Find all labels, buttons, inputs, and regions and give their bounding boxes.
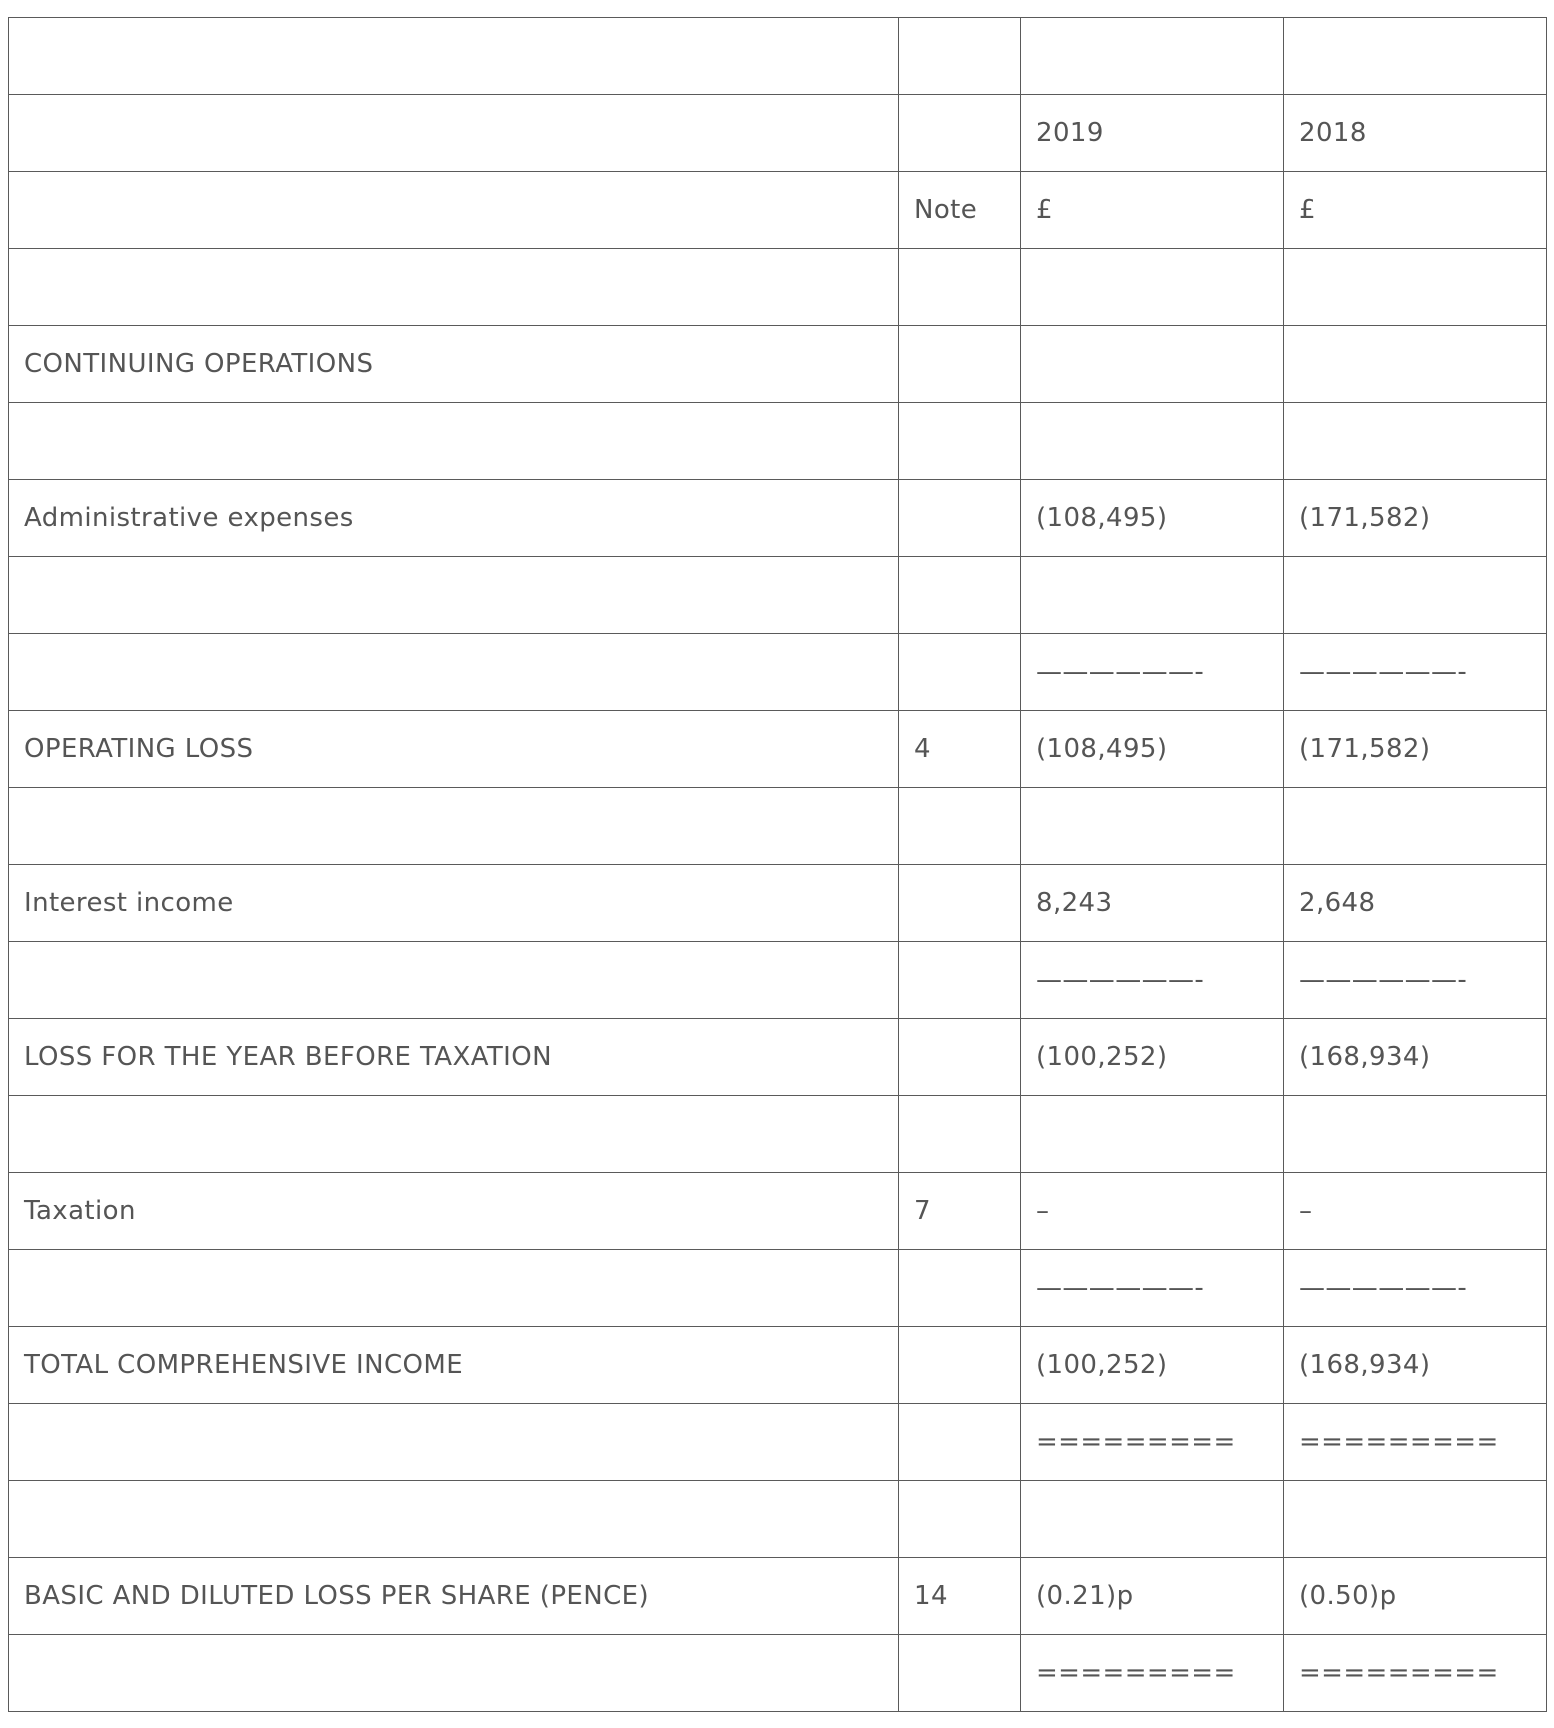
- income-statement-body: [9, 18, 1547, 1712]
- note-cell: [899, 1404, 1021, 1481]
- table-row: [9, 172, 1547, 249]
- row-label-cell: Taxation: [9, 1173, 899, 1250]
- value-2018-cell: [1284, 326, 1547, 403]
- row-label-cell: [9, 557, 899, 634]
- value-2018-cell: (168,934): [1284, 1019, 1547, 1096]
- value-2018-cell: =========: [1284, 1404, 1547, 1481]
- value-2019-cell: (108,495): [1021, 480, 1284, 557]
- value-2018-cell: ——————-: [1284, 634, 1547, 711]
- value-2019-cell: [1021, 1096, 1284, 1173]
- value-2018-cell: [1284, 788, 1547, 865]
- value-2018-cell: (0.50)p: [1284, 1558, 1547, 1635]
- value-2018-cell: ——————-: [1284, 1250, 1547, 1327]
- note-cell: [899, 788, 1021, 865]
- value-2018-cell: –: [1284, 1173, 1547, 1250]
- value-2018-cell: £: [1284, 172, 1547, 249]
- value-2019-cell: [1021, 249, 1284, 326]
- income-statement-table: [8, 17, 1547, 1712]
- row-label-cell: [9, 1481, 899, 1558]
- note-cell: [899, 557, 1021, 634]
- value-2018-cell: [1284, 1096, 1547, 1173]
- value-2018-cell: (171,582): [1284, 711, 1547, 788]
- table-row: [9, 1173, 1547, 1250]
- table-row: [9, 1019, 1547, 1096]
- row-label-cell: Interest income: [9, 865, 899, 942]
- note-cell: [899, 1481, 1021, 1558]
- value-2018-cell: [1284, 18, 1547, 95]
- value-2018-cell: ——————-: [1284, 942, 1547, 1019]
- note-cell: [899, 1019, 1021, 1096]
- row-label-cell: [9, 249, 899, 326]
- note-cell: [899, 480, 1021, 557]
- table-row: [9, 942, 1547, 1019]
- table-row: [9, 480, 1547, 557]
- table-row: [9, 634, 1547, 711]
- row-label-cell: [9, 95, 899, 172]
- row-label-cell: Administrative expenses: [9, 480, 899, 557]
- value-2019-cell: (108,495): [1021, 711, 1284, 788]
- table-row: [9, 865, 1547, 942]
- note-cell: 4: [899, 711, 1021, 788]
- note-cell: [899, 942, 1021, 1019]
- table-row: [9, 1327, 1547, 1404]
- value-2018-cell: (168,934): [1284, 1327, 1547, 1404]
- row-label-cell: BASIC AND DILUTED LOSS PER SHARE (PENCE): [9, 1558, 899, 1635]
- value-2019-cell: 8,243: [1021, 865, 1284, 942]
- value-2019-cell: [1021, 326, 1284, 403]
- table-row: [9, 403, 1547, 480]
- table-row: [9, 1481, 1547, 1558]
- value-2018-cell: [1284, 403, 1547, 480]
- table-row: [9, 1558, 1547, 1635]
- table-row: [9, 557, 1547, 634]
- note-cell: [899, 249, 1021, 326]
- row-label-cell: [9, 1635, 899, 1712]
- row-label-cell: [9, 1250, 899, 1327]
- value-2019-cell: (100,252): [1021, 1327, 1284, 1404]
- note-cell: 14: [899, 1558, 1021, 1635]
- note-cell: [899, 865, 1021, 942]
- row-label-cell: LOSS FOR THE YEAR BEFORE TAXATION: [9, 1019, 899, 1096]
- value-2018-cell: [1284, 249, 1547, 326]
- value-2019-cell: £: [1021, 172, 1284, 249]
- value-2019-cell: ——————-: [1021, 942, 1284, 1019]
- table-row: [9, 1635, 1547, 1712]
- value-2019-cell: ——————-: [1021, 634, 1284, 711]
- value-2019-cell: [1021, 1481, 1284, 1558]
- note-cell: 7: [899, 1173, 1021, 1250]
- value-2019-cell: =========: [1021, 1404, 1284, 1481]
- row-label-cell: [9, 634, 899, 711]
- value-2018-cell: (171,582): [1284, 480, 1547, 557]
- value-2019-cell: 2019: [1021, 95, 1284, 172]
- value-2019-cell: [1021, 788, 1284, 865]
- note-cell: [899, 18, 1021, 95]
- value-2018-cell: 2018: [1284, 95, 1547, 172]
- row-label-cell: [9, 1404, 899, 1481]
- note-cell: [899, 1096, 1021, 1173]
- row-label-cell: [9, 788, 899, 865]
- row-label-cell: TOTAL COMPREHENSIVE INCOME: [9, 1327, 899, 1404]
- row-label-cell: [9, 1096, 899, 1173]
- table-row: [9, 326, 1547, 403]
- value-2019-cell: ——————-: [1021, 1250, 1284, 1327]
- value-2018-cell: [1284, 557, 1547, 634]
- value-2018-cell: =========: [1284, 1635, 1547, 1712]
- table-row: [9, 1096, 1547, 1173]
- table-row: [9, 95, 1547, 172]
- value-2018-cell: [1284, 1481, 1547, 1558]
- value-2019-cell: [1021, 403, 1284, 480]
- table-row: [9, 788, 1547, 865]
- row-label-cell: OPERATING LOSS: [9, 711, 899, 788]
- value-2019-cell: [1021, 18, 1284, 95]
- note-cell: [899, 1327, 1021, 1404]
- row-label-cell: [9, 403, 899, 480]
- value-2018-cell: 2,648: [1284, 865, 1547, 942]
- note-cell: [899, 634, 1021, 711]
- value-2019-cell: (100,252): [1021, 1019, 1284, 1096]
- note-cell: [899, 403, 1021, 480]
- value-2019-cell: =========: [1021, 1635, 1284, 1712]
- row-label-cell: [9, 942, 899, 1019]
- value-2019-cell: (0.21)p: [1021, 1558, 1284, 1635]
- note-cell: [899, 95, 1021, 172]
- row-label-cell: [9, 18, 899, 95]
- table-row: [9, 18, 1547, 95]
- row-label-cell: [9, 172, 899, 249]
- note-cell: [899, 1250, 1021, 1327]
- value-2019-cell: –: [1021, 1173, 1284, 1250]
- table-row: [9, 1404, 1547, 1481]
- table-row: [9, 249, 1547, 326]
- table-row: [9, 1250, 1547, 1327]
- value-2019-cell: [1021, 557, 1284, 634]
- table-row: [9, 711, 1547, 788]
- row-label-cell: CONTINUING OPERATIONS: [9, 326, 899, 403]
- note-cell: [899, 326, 1021, 403]
- note-cell: [899, 1635, 1021, 1712]
- note-cell: Note: [899, 172, 1021, 249]
